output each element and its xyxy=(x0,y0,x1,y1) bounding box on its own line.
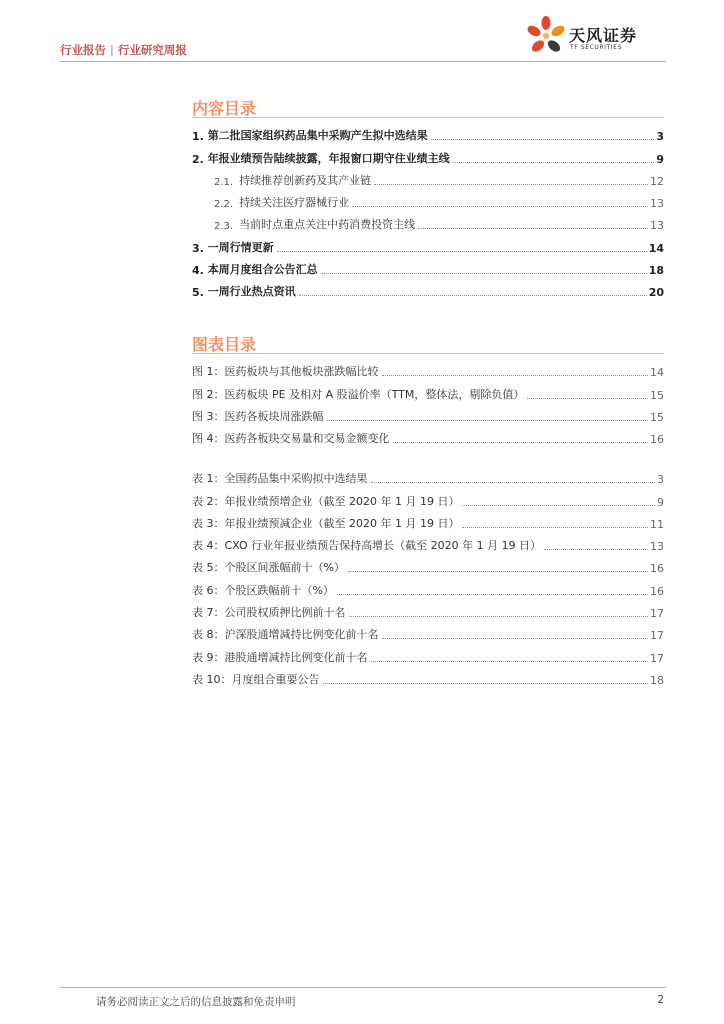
toc-entry-3[interactable] xyxy=(192,232,664,254)
toc-entry-page: 14 xyxy=(648,241,664,255)
table-entry-page: 16 xyxy=(650,562,664,576)
figures-list xyxy=(192,357,664,446)
toc-entry-page: 13 xyxy=(650,219,664,233)
table-entry-text: 表 1：全国药品集中采购拟中选结果 xyxy=(192,472,368,486)
table-entry-page: 16 xyxy=(650,584,664,598)
table-entry-9[interactable] xyxy=(192,642,664,664)
toc-entry-2-1[interactable] xyxy=(192,166,664,188)
table-entry-2[interactable] xyxy=(192,486,664,508)
toc-entry-text: 持续推荐创新药及其产业链 xyxy=(239,173,372,187)
logo-english-name: TF SECURITIES xyxy=(570,44,622,51)
toc-entry-page: 20 xyxy=(648,286,664,300)
toc-entry-page: 9 xyxy=(656,152,664,166)
table-entry-text: 表 6：个股区跌幅前十（%） xyxy=(192,583,334,597)
toc-entry-number: 3. xyxy=(192,241,204,255)
table-entry-5[interactable] xyxy=(192,553,664,575)
table-entry-6[interactable] xyxy=(192,575,664,597)
toc-entry-5[interactable] xyxy=(192,277,664,299)
table-entry-page: 18 xyxy=(650,673,664,687)
toc-entry-number: 2.3. xyxy=(214,221,234,233)
toc-entry-text: 年报业绩预告陆续披露，年报窗口期守住业绩主线 xyxy=(207,151,450,165)
figure-entry-text: 图 1：医药板块与其他板块涨跌幅比较 xyxy=(192,365,379,379)
report-type: 行业研究周报 xyxy=(117,43,187,57)
contents-list xyxy=(192,121,664,299)
toc-entry-page: 13 xyxy=(650,197,664,211)
table-entry-text: 表 5：个股区间涨幅前十（%） xyxy=(192,561,345,575)
header-separator: | xyxy=(110,43,114,57)
table-entry-page: 17 xyxy=(650,607,664,621)
toc-entry-page: 3 xyxy=(656,130,664,144)
table-entry-3[interactable] xyxy=(192,509,664,531)
figure-entry-text: 图 3：医药各板块周涨跌幅 xyxy=(192,409,324,423)
figure-entry-page: 15 xyxy=(650,410,664,424)
toc-entry-text: 一周行业热点资讯 xyxy=(207,285,296,299)
table-entry-page: 3 xyxy=(657,473,664,487)
toc-entry-2[interactable] xyxy=(192,143,664,165)
figure-entry-text: 图 2：医药板块 PE 及相对 A 股溢价率（TTM，整体法，剔除负值） xyxy=(192,387,525,401)
company-logo xyxy=(524,14,664,60)
table-entry-1[interactable] xyxy=(192,464,664,486)
toc-entry-page: 18 xyxy=(648,264,664,278)
figures-title: 图表目录 xyxy=(192,335,257,354)
table-entry-text: 表 9：港股通增减持比例变化前十名 xyxy=(192,650,368,664)
toc-entry-4[interactable] xyxy=(192,255,664,277)
table-entry-text: 表 8：沪深股通增减持比例变化前十名 xyxy=(192,628,379,642)
figure-entry-3[interactable] xyxy=(192,402,664,424)
table-entry-page: 17 xyxy=(650,651,664,665)
toc-entry-1[interactable] xyxy=(192,121,664,143)
report-category: 行业报告 xyxy=(60,43,106,57)
figure-entry-4[interactable] xyxy=(192,424,664,446)
toc-entry-text: 本周月度组合公告汇总 xyxy=(207,263,318,277)
toc-entry-number: 4. xyxy=(192,264,204,278)
toc-entry-2-2[interactable] xyxy=(192,188,664,210)
toc-entry-number: 2.1. xyxy=(214,176,234,188)
logo-chinese-name: 天风证券 xyxy=(569,26,638,45)
toc-entry-text: 一周行情更新 xyxy=(207,240,274,254)
toc-entry-text: 当前时点重点关注中药消费投资主线 xyxy=(239,218,416,232)
figures-title-divider xyxy=(192,353,664,354)
figure-entry-1[interactable] xyxy=(192,357,664,379)
header-divider xyxy=(60,61,666,62)
table-entry-text: 表 2：年报业绩预增企业（截至 2020 年 1 月 19 日） xyxy=(192,494,460,508)
toc-entry-text: 持续关注医疗器械行业 xyxy=(239,196,350,210)
flower-logo-icon xyxy=(524,14,568,60)
table-entry-page: 17 xyxy=(650,629,664,643)
table-entry-page: 9 xyxy=(657,495,664,509)
toc-entry-page: 12 xyxy=(650,174,664,188)
table-entry-text: 表 7：公司股权质押比例前十名 xyxy=(192,606,346,620)
footer-disclaimer: 请务必阅读正文之后的信息披露和免责申明 xyxy=(96,996,296,1008)
toc-entry-number: 2.2. xyxy=(214,199,234,211)
figure-entry-page: 15 xyxy=(650,388,664,402)
table-entry-8[interactable] xyxy=(192,620,664,642)
table-entry-4[interactable] xyxy=(192,531,664,553)
contents-title-divider xyxy=(192,117,664,118)
contents-title: 内容目录 xyxy=(192,99,257,118)
report-header xyxy=(60,42,187,58)
figure-entry-page: 16 xyxy=(650,433,664,447)
figure-entry-page: 14 xyxy=(650,366,664,380)
tables-list xyxy=(192,464,664,687)
toc-entry-number: 2. xyxy=(192,152,204,166)
table-entry-page: 11 xyxy=(650,517,664,531)
toc-entry-number: 1. xyxy=(192,130,204,144)
page-number: 2 xyxy=(657,994,664,1006)
figure-entry-text: 图 4：医药各板块交易量和交易金额变化 xyxy=(192,432,390,446)
table-entry-text: 表 3：年报业绩预减企业（截至 2020 年 1 月 19 日） xyxy=(192,516,460,530)
table-entry-text: 表 4：CXO 行业年报业绩预告保持高增长（截至 2020 年 1 月 19 日） xyxy=(192,539,542,553)
footer-divider xyxy=(60,987,666,988)
toc-entry-2-3[interactable] xyxy=(192,210,664,232)
table-entry-text: 表 10：月度组合重要公告 xyxy=(192,672,320,686)
toc-entry-number: 5. xyxy=(192,286,204,300)
table-entry-10[interactable] xyxy=(192,665,664,687)
toc-entry-text: 第二批国家组织药品集中采购产生拟中选结果 xyxy=(207,129,428,143)
table-entry-7[interactable] xyxy=(192,598,664,620)
figure-entry-2[interactable] xyxy=(192,379,664,401)
table-entry-page: 13 xyxy=(650,540,664,554)
